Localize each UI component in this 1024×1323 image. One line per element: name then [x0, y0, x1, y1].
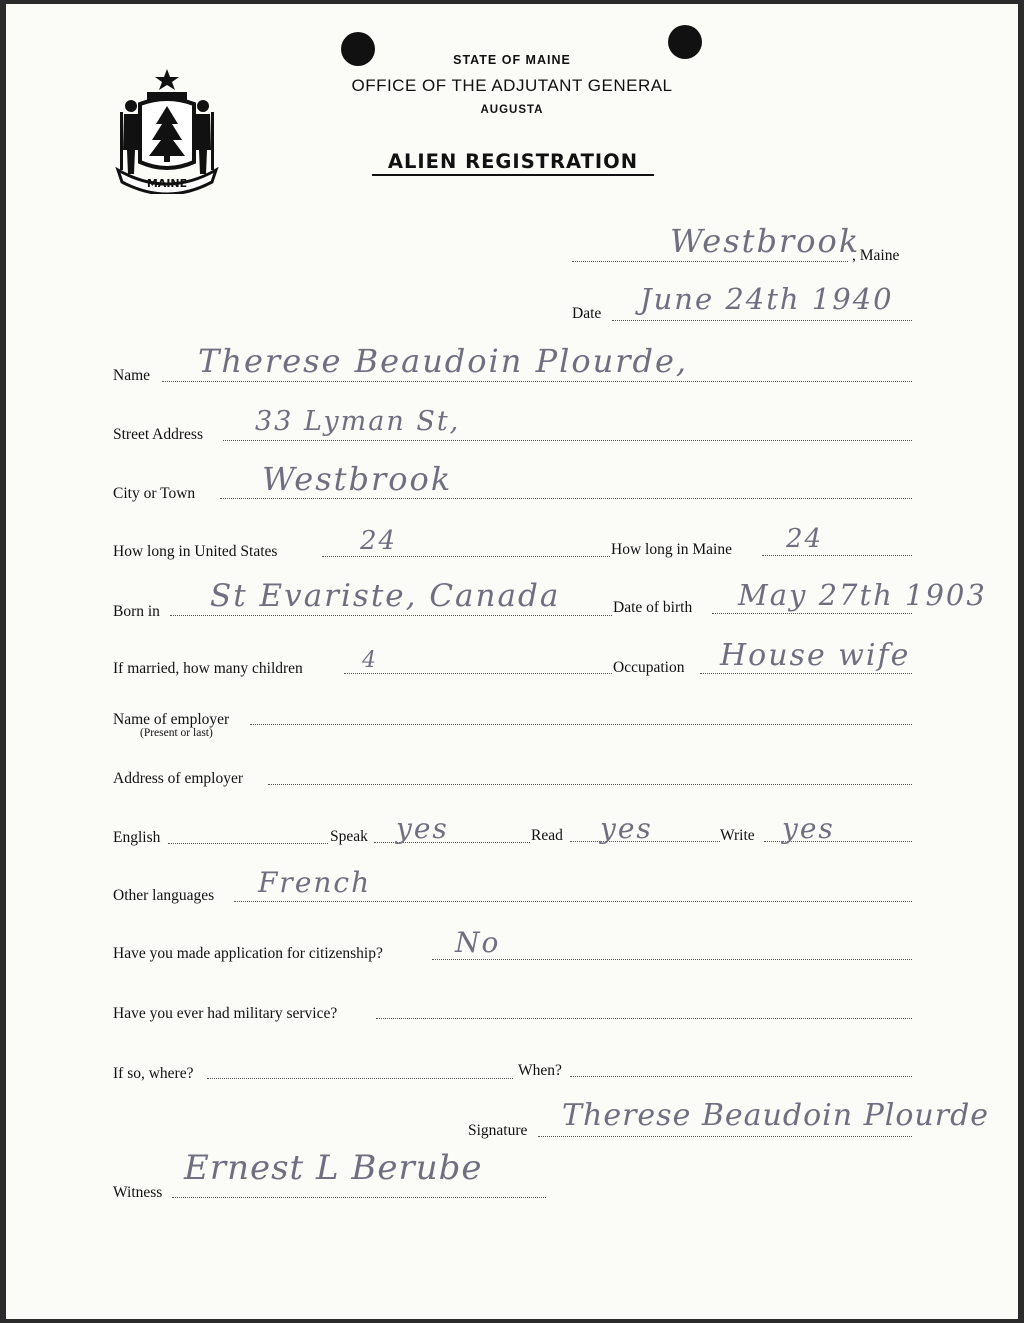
born-label: Born in — [113, 603, 160, 620]
signature-line — [538, 1136, 912, 1137]
location-suffix: , Maine — [852, 247, 900, 264]
occupation-line — [700, 673, 912, 674]
witness-label: Witness — [113, 1184, 163, 1201]
svg-text:MAINE: MAINE — [146, 177, 188, 190]
where-label: If so, where? — [113, 1065, 194, 1082]
children-line — [344, 673, 612, 674]
us-years-line — [322, 556, 610, 557]
name-value[interactable]: Therese Beaudoin Plourde, — [198, 342, 689, 380]
write-value[interactable]: yes — [782, 812, 835, 845]
us-years-label: How long in United States — [113, 543, 278, 560]
office-heading: OFFICE OF THE ADJUTANT GENERAL — [351, 76, 673, 95]
dob-line — [712, 613, 912, 614]
date-label: Date — [572, 305, 602, 322]
state-heading: STATE OF MAINE — [453, 53, 571, 67]
employer-line — [250, 724, 912, 725]
employer-address-line — [268, 784, 912, 785]
children-label: If married, how many children — [113, 660, 303, 677]
us-years-value[interactable]: 24 — [360, 526, 398, 556]
english-label: English — [113, 829, 161, 846]
city-label: City or Town — [113, 485, 196, 502]
employer-address-label: Address of employer — [113, 770, 243, 787]
witness-value[interactable]: Ernest L Berube — [184, 1148, 483, 1188]
maine-years-line — [762, 555, 912, 556]
other-languages-value[interactable]: French — [258, 866, 372, 899]
english-line — [168, 843, 328, 844]
write-label: Write — [720, 827, 755, 844]
city-heading: AUGUSTA — [480, 104, 544, 116]
date-line — [612, 320, 912, 321]
when-line — [570, 1076, 912, 1077]
form-title: ALIEN REGISTRATION — [372, 150, 654, 176]
witness-line — [172, 1197, 546, 1198]
read-label: Read — [531, 827, 563, 844]
location-line — [572, 261, 848, 262]
speak-value[interactable]: yes — [396, 812, 449, 845]
date-value[interactable]: June 24th 1940 — [640, 282, 894, 316]
city-line — [220, 498, 912, 499]
dob-value[interactable]: May 27th 1903 — [738, 578, 987, 612]
occupation-label: Occupation — [613, 659, 685, 676]
citizenship-line — [432, 959, 912, 960]
other-languages-line — [234, 901, 912, 902]
employer-label: Name of employer — [113, 711, 230, 728]
dob-label: Date of birth — [613, 599, 693, 616]
citizenship-value[interactable]: No — [455, 926, 501, 959]
signature-value[interactable]: Therese Beaudoin Plourde — [562, 1098, 990, 1133]
maine-years-value[interactable]: 24 — [786, 524, 824, 554]
street-value[interactable]: 33 Lyman St, — [255, 406, 461, 437]
born-line — [170, 615, 612, 616]
where-line — [207, 1078, 513, 1079]
signature-label: Signature — [468, 1122, 528, 1139]
citizenship-label: Have you made application for citizenship? — [113, 945, 383, 962]
street-line — [223, 440, 912, 441]
maine-years-label: How long in Maine — [611, 541, 732, 558]
speak-label: Speak — [330, 828, 368, 845]
read-value[interactable]: yes — [600, 812, 653, 845]
born-value[interactable]: St Evariste, Canada — [210, 578, 561, 614]
location-value[interactable]: Westbrook — [670, 222, 861, 260]
military-label: Have you ever had military service? — [113, 1005, 338, 1022]
name-label: Name — [113, 367, 151, 384]
street-label: Street Address — [113, 426, 203, 443]
children-value[interactable]: 4 — [362, 648, 378, 673]
name-line — [162, 381, 912, 382]
when-label: When? — [518, 1062, 562, 1079]
military-line — [376, 1018, 912, 1019]
other-languages-label: Other languages — [113, 887, 215, 904]
occupation-value[interactable]: House wife — [720, 638, 911, 673]
city-value[interactable]: Westbrook — [262, 460, 453, 498]
employer-note: (Present or last) — [140, 727, 213, 739]
